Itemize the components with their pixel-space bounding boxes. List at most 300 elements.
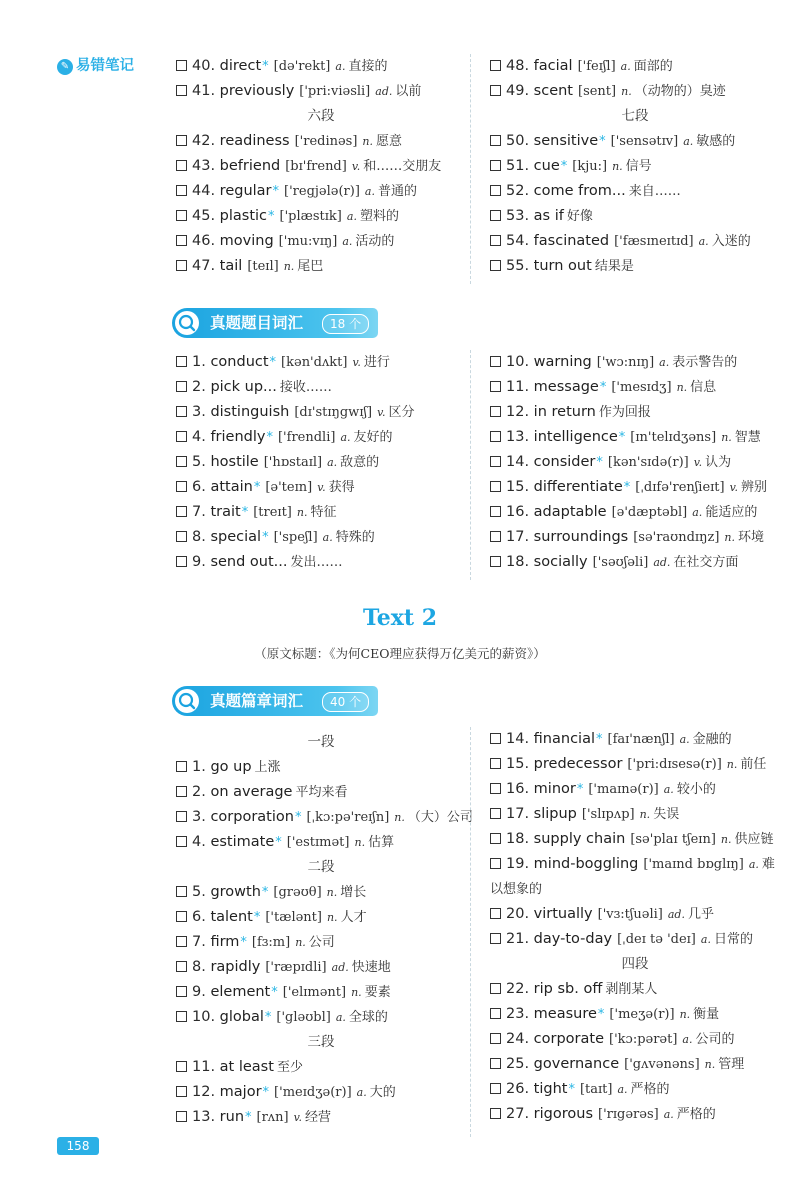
part-of-speech: a. xyxy=(748,858,759,871)
definition: 结果是 xyxy=(594,259,634,274)
entry-number: 55. xyxy=(506,258,530,274)
part-of-speech: a. xyxy=(335,1011,346,1024)
key-word-star-icon: * xyxy=(596,732,603,747)
entry-number: 53. xyxy=(506,208,530,224)
phonetic: [ˌdɪfə'renʃieɪt] xyxy=(635,480,725,495)
definition: （动物的）臭迹 xyxy=(634,84,726,99)
entry-word: consider xyxy=(533,454,596,470)
phonetic: [dɪ'stɪŋgwɪʃ] xyxy=(294,405,373,420)
vocab-entry xyxy=(176,550,466,575)
phonetic: ['səʊʃəli] xyxy=(592,555,649,570)
entry-number: 13. xyxy=(506,429,530,445)
entry-word: direct xyxy=(219,58,262,74)
phonetic: [grəʊθ] xyxy=(273,885,322,900)
phonetic: [kən'dʌkt] xyxy=(281,355,348,370)
entry-word: attain xyxy=(210,479,253,495)
entry-number: 3. xyxy=(192,404,206,420)
checkbox-icon xyxy=(490,85,501,96)
entry-word: cue xyxy=(533,158,560,174)
entry-word: fascinated xyxy=(533,233,610,249)
part-of-speech: a. xyxy=(663,783,674,796)
vocab-entry xyxy=(176,880,466,905)
entry-word: plastic xyxy=(219,208,268,224)
entry-number: 5. xyxy=(192,884,206,900)
entry-number: 2. xyxy=(192,379,206,395)
checkbox-icon xyxy=(176,936,187,947)
checkbox-icon xyxy=(176,160,187,171)
definition: 敌意的 xyxy=(340,455,380,470)
part-of-speech: a. xyxy=(679,733,690,746)
entry-word: warning xyxy=(533,354,592,370)
checkbox-icon xyxy=(490,556,501,567)
entry-number: 40. xyxy=(192,58,216,74)
part1-left-column xyxy=(176,54,466,279)
part-of-speech: v. xyxy=(317,481,326,494)
entry-number: 25. xyxy=(506,1056,530,1072)
entry-number: 44. xyxy=(192,183,216,199)
entry-number: 1. xyxy=(192,759,206,775)
entry-word: befriend xyxy=(219,158,281,174)
phonetic: [kju:] xyxy=(572,159,608,174)
vocab-entry xyxy=(176,229,466,254)
entry-number: 8. xyxy=(192,529,206,545)
vocab-entry xyxy=(490,425,780,450)
vocab-entry xyxy=(176,350,466,375)
part-of-speech: ad. xyxy=(331,961,349,974)
phonetic: ['gləʊbl] xyxy=(276,1010,331,1025)
definition: 普通的 xyxy=(377,184,417,199)
vocab-entry xyxy=(176,905,466,930)
entry-number: 16. xyxy=(506,781,530,797)
entry-number: 48. xyxy=(506,58,530,74)
phonetic: ['estɪmət] xyxy=(286,835,350,850)
definition: 前任 xyxy=(740,757,767,772)
vocab-entry xyxy=(176,400,466,425)
definition: 特征 xyxy=(310,505,337,520)
key-word-star-icon: * xyxy=(264,1010,272,1025)
entry-word: measure xyxy=(533,1006,597,1022)
phonetic: ['pri:dɪsesə(r)] xyxy=(627,757,722,772)
entry-word: pick up... xyxy=(210,379,277,395)
vocab-entry xyxy=(176,1080,466,1105)
phonetic: [treɪt] xyxy=(253,505,292,520)
definition: 入迷的 xyxy=(711,234,751,249)
entry-word: rapidly xyxy=(210,959,261,975)
phonetic: [bɪ'frend] xyxy=(285,159,347,174)
definition: 日常的 xyxy=(713,932,753,947)
definition: 金融的 xyxy=(692,732,732,747)
checkbox-icon xyxy=(176,456,187,467)
part-of-speech: v. xyxy=(352,356,361,369)
checkbox-icon xyxy=(176,406,187,417)
definition: 能适应的 xyxy=(705,505,758,520)
vocab-banner-questions xyxy=(172,308,378,338)
part-of-speech: a. xyxy=(340,431,351,444)
part2-right-column xyxy=(490,350,780,575)
key-word-star-icon: * xyxy=(268,209,275,224)
vocab-entry xyxy=(176,425,466,450)
entry-word: distinguish xyxy=(210,404,290,420)
definition: 剥削某人 xyxy=(605,982,658,997)
phonetic: [ə'teɪn] xyxy=(265,480,313,495)
definition: 衡量 xyxy=(693,1007,720,1022)
checkbox-icon xyxy=(490,733,501,744)
magnifier-icon xyxy=(174,310,200,336)
checkbox-icon xyxy=(176,986,187,997)
checkbox-icon xyxy=(176,1011,187,1022)
entry-word: mind-boggling xyxy=(533,856,639,872)
vocab-banner-passage xyxy=(172,686,378,716)
part-of-speech: a. xyxy=(663,1108,674,1121)
definition: 平均来看 xyxy=(295,785,348,800)
phonetic: [taɪt] xyxy=(579,1082,613,1097)
checkbox-icon xyxy=(490,210,501,221)
entry-number: 2. xyxy=(192,784,206,800)
key-word-star-icon: * xyxy=(599,134,606,149)
entry-number: 54. xyxy=(506,233,530,249)
checkbox-icon xyxy=(176,60,187,71)
entry-word: growth xyxy=(210,884,261,900)
phonetic: ['frendli] xyxy=(277,430,336,445)
entry-number: 17. xyxy=(506,806,530,822)
logo xyxy=(57,55,134,77)
phonetic: ['redinəs] xyxy=(294,134,358,149)
vocab-entry xyxy=(490,852,780,902)
checkbox-icon xyxy=(490,808,501,819)
key-word-star-icon: * xyxy=(253,910,261,925)
part-of-speech: n. xyxy=(354,836,366,849)
part-of-speech: a. xyxy=(659,356,670,369)
entry-number: 1. xyxy=(192,354,206,370)
checkbox-icon xyxy=(490,185,501,196)
definition: 面部的 xyxy=(633,59,673,74)
definition: 以前 xyxy=(395,84,422,99)
part-of-speech: a. xyxy=(322,531,333,544)
phonetic: ['plæstɪk] xyxy=(279,209,342,224)
key-word-star-icon: * xyxy=(261,885,269,900)
entry-number: 52. xyxy=(506,183,530,199)
vocab-entry xyxy=(176,955,466,980)
vocab-entry xyxy=(176,129,466,154)
definition: 要素 xyxy=(364,985,391,1000)
vocab-entry xyxy=(490,977,780,1002)
entry-number: 22. xyxy=(506,981,530,997)
checkbox-icon xyxy=(490,833,501,844)
key-word-star-icon: * xyxy=(262,1085,270,1100)
entry-number: 6. xyxy=(192,479,206,495)
entry-number: 18. xyxy=(506,554,530,570)
key-word-star-icon: * xyxy=(576,782,584,797)
checkbox-icon xyxy=(176,431,187,442)
entry-word: differentiate xyxy=(533,479,623,495)
entry-number: 7. xyxy=(192,504,206,520)
checkbox-icon xyxy=(176,556,187,567)
vocab-entry xyxy=(490,375,780,400)
entry-word: rip sb. off xyxy=(533,981,603,997)
entry-number: 24. xyxy=(506,1031,530,1047)
checkbox-icon xyxy=(490,506,501,517)
phonetic: [faɪ'nænʃl] xyxy=(607,732,675,747)
vocab-entry xyxy=(176,930,466,955)
part1-right-column xyxy=(490,54,780,279)
definition: 接收…… xyxy=(279,380,332,395)
entry-number: 11. xyxy=(192,1059,216,1075)
definition: 直接的 xyxy=(348,59,388,74)
vocab-entry xyxy=(490,927,780,952)
checkbox-icon xyxy=(176,786,187,797)
checkbox-icon xyxy=(490,406,501,417)
entry-word: surroundings xyxy=(533,529,629,545)
definition: 和……交朋友 xyxy=(363,159,442,174)
vocab-entry xyxy=(490,752,780,777)
phonetic: [sə'plaɪ tʃeɪn] xyxy=(630,832,716,847)
entry-number: 17. xyxy=(506,529,530,545)
entry-word: facial xyxy=(533,58,573,74)
vocab-entry xyxy=(176,475,466,500)
phonetic: [fɜ:m] xyxy=(251,935,291,950)
entry-number: 14. xyxy=(506,454,530,470)
part-of-speech: a. xyxy=(692,506,703,519)
phonetic: ['ræpɪdli] xyxy=(265,960,327,975)
section-heading: 六段 xyxy=(307,108,335,124)
checkbox-icon xyxy=(176,356,187,367)
entry-word: tail xyxy=(219,258,243,274)
definition: 管理 xyxy=(718,1057,745,1072)
checkbox-icon xyxy=(176,961,187,972)
checkbox-icon xyxy=(176,911,187,922)
definition: 几乎 xyxy=(687,907,714,922)
part-of-speech: n. xyxy=(679,1008,691,1021)
vocab-entry xyxy=(176,1005,466,1030)
entry-word: hostile xyxy=(210,454,259,470)
entry-number: 51. xyxy=(506,158,530,174)
part-of-speech: n. xyxy=(362,135,374,148)
phonetic: ['gʌvənəns] xyxy=(624,1057,700,1072)
entry-word: predecessor xyxy=(533,756,623,772)
entry-number: 20. xyxy=(506,906,530,922)
part-of-speech: a. xyxy=(682,1033,693,1046)
phonetic: ['feɪʃl] xyxy=(577,59,616,74)
entry-number: 47. xyxy=(192,258,216,274)
entry-number: 26. xyxy=(506,1081,530,1097)
entry-word: previously xyxy=(219,83,295,99)
part3-right-column xyxy=(490,727,780,1127)
banner-count: 18 个 xyxy=(322,314,369,334)
vocab-entry xyxy=(490,500,780,525)
key-word-star-icon: * xyxy=(253,480,261,495)
phonetic: [ə'dæptəbl] xyxy=(611,505,688,520)
entry-word: sensitive xyxy=(533,133,599,149)
key-word-star-icon: * xyxy=(245,1110,252,1125)
vocab-entry xyxy=(490,550,780,575)
entry-word: firm xyxy=(210,934,240,950)
checkbox-icon xyxy=(490,1033,501,1044)
key-word-star-icon: * xyxy=(271,985,278,1000)
part3-left-column xyxy=(176,730,473,1130)
entry-word: scent xyxy=(533,83,573,99)
entry-word: minor xyxy=(533,781,576,797)
checkbox-icon xyxy=(176,1061,187,1072)
key-word-star-icon: * xyxy=(241,505,249,520)
checkbox-icon xyxy=(176,761,187,772)
vocab-entry xyxy=(490,204,780,229)
checkbox-icon xyxy=(176,185,187,196)
entry-number: 5. xyxy=(192,454,206,470)
definition: （大）公司 xyxy=(407,810,473,825)
checkbox-icon xyxy=(176,135,187,146)
definition: 活动的 xyxy=(355,234,395,249)
checkbox-icon xyxy=(490,531,501,542)
entry-word: come from... xyxy=(533,183,626,199)
definition: 作为回报 xyxy=(598,405,651,420)
entry-number: 27. xyxy=(506,1106,530,1122)
part-of-speech: v. xyxy=(729,481,739,494)
definition: 全球的 xyxy=(348,1010,388,1025)
section-heading: 三段 xyxy=(307,1034,335,1050)
part-of-speech: v. xyxy=(293,1111,302,1124)
entry-word: virtually xyxy=(533,906,593,922)
checkbox-icon xyxy=(176,531,187,542)
part-of-speech: n. xyxy=(326,911,338,924)
entry-word: in return xyxy=(533,404,596,420)
phonetic: [kən'sɪdə(r)] xyxy=(607,455,689,470)
key-word-star-icon: * xyxy=(262,59,269,74)
part-of-speech: ad. xyxy=(375,85,393,98)
definition: 发出…… xyxy=(290,555,343,570)
part-of-speech: n. xyxy=(295,936,306,949)
entry-word: tight xyxy=(533,1081,568,1097)
vocab-entry xyxy=(176,450,466,475)
checkbox-icon xyxy=(176,260,187,271)
vocab-entry xyxy=(176,204,466,229)
checkbox-icon xyxy=(176,1111,187,1122)
definition: 信号 xyxy=(625,159,652,174)
entry-number: 14. xyxy=(506,731,530,747)
banner-count: 40 个 xyxy=(322,692,369,712)
entry-word: element xyxy=(210,984,271,1000)
column-divider xyxy=(470,350,471,580)
entry-number: 3. xyxy=(192,809,206,825)
checkbox-icon xyxy=(490,1108,501,1119)
definition: 增长 xyxy=(340,885,367,900)
entry-number: 15. xyxy=(506,479,530,495)
checkbox-icon xyxy=(490,260,501,271)
magnifier-icon xyxy=(174,688,200,714)
part-of-speech: n. xyxy=(726,758,738,771)
checkbox-icon xyxy=(176,235,187,246)
vocab-entry xyxy=(490,727,780,752)
checkbox-icon xyxy=(176,1086,187,1097)
definition: 在社交方面 xyxy=(673,555,739,570)
column-divider xyxy=(470,54,471,284)
part-of-speech: a. xyxy=(356,1086,367,1099)
key-word-star-icon: * xyxy=(272,184,280,199)
checkbox-icon xyxy=(490,983,501,994)
checkbox-icon xyxy=(176,506,187,517)
vocab-entry xyxy=(176,375,466,400)
checkbox-icon xyxy=(490,933,501,944)
part-of-speech: a. xyxy=(346,210,357,223)
part-of-speech: n. xyxy=(720,833,732,846)
entry-word: as if xyxy=(533,208,564,224)
section-heading: 二段 xyxy=(307,859,335,875)
phonetic: [teɪl] xyxy=(247,259,279,274)
key-word-star-icon: * xyxy=(597,1007,605,1022)
phonetic: ['slɪpʌp] xyxy=(581,807,635,822)
definition: 环境 xyxy=(737,530,764,545)
definition: 塑料的 xyxy=(359,209,399,224)
entry-number: 12. xyxy=(506,404,530,420)
entry-number: 41. xyxy=(192,83,216,99)
definition: 进行 xyxy=(363,355,390,370)
definition: 人才 xyxy=(340,910,367,925)
vocab-entry xyxy=(490,229,780,254)
entry-word: corporation xyxy=(210,809,294,825)
vocab-entry xyxy=(490,154,780,179)
entry-word: readiness xyxy=(219,133,290,149)
entry-number: 46. xyxy=(192,233,216,249)
checkbox-icon xyxy=(490,858,501,869)
entry-word: trait xyxy=(210,504,241,520)
banner-title: 真题篇章词汇 xyxy=(210,692,304,710)
vocab-entry xyxy=(490,179,780,204)
part-of-speech: a. xyxy=(335,60,346,73)
part-of-speech: a. xyxy=(620,60,631,73)
entry-number: 13. xyxy=(192,1109,216,1125)
checkbox-icon xyxy=(176,210,187,221)
section-heading: 一段 xyxy=(307,734,335,750)
banner-title: 真题题目词汇 xyxy=(210,314,304,332)
phonetic: ['meɪdʒə(r)] xyxy=(274,1085,352,1100)
entry-word: regular xyxy=(219,183,272,199)
part2-left-column xyxy=(176,350,466,575)
phonetic: [də'rekt] xyxy=(273,59,331,74)
phonetic: ['maɪnd bɒglɪŋ] xyxy=(643,857,744,872)
definition: 智慧 xyxy=(734,430,761,445)
entry-number: 7. xyxy=(192,934,206,950)
checkbox-icon xyxy=(176,886,187,897)
part-of-speech: v. xyxy=(693,456,703,469)
checkbox-icon xyxy=(490,456,501,467)
key-word-star-icon: * xyxy=(599,380,607,395)
entry-word: special xyxy=(210,529,262,545)
phonetic: ['tælənt] xyxy=(265,910,322,925)
vocab-entry xyxy=(490,827,780,852)
checkbox-icon xyxy=(490,1083,501,1094)
key-word-star-icon: * xyxy=(275,835,282,850)
key-word-star-icon: * xyxy=(618,430,626,445)
entry-word: global xyxy=(219,1009,264,1025)
entry-number: 10. xyxy=(506,354,530,370)
entry-word: go up xyxy=(210,759,252,775)
part-of-speech: a. xyxy=(342,235,353,248)
entry-number: 43. xyxy=(192,158,216,174)
vocab-entry xyxy=(490,79,780,104)
definition: 特殊的 xyxy=(335,530,375,545)
key-word-star-icon: * xyxy=(266,430,273,445)
entry-number: 21. xyxy=(506,931,530,947)
phonetic: ['pri:viəsli] xyxy=(299,84,371,99)
entry-word: rigorous xyxy=(533,1106,593,1122)
entry-word: on average xyxy=(210,784,293,800)
entry-word: intelligence xyxy=(533,429,618,445)
entry-number: 8. xyxy=(192,959,206,975)
checkbox-icon xyxy=(176,481,187,492)
entry-word: at least xyxy=(219,1059,274,1075)
vocab-entry xyxy=(490,525,780,550)
vocab-entry xyxy=(176,980,466,1005)
definition: 较小的 xyxy=(676,782,716,797)
